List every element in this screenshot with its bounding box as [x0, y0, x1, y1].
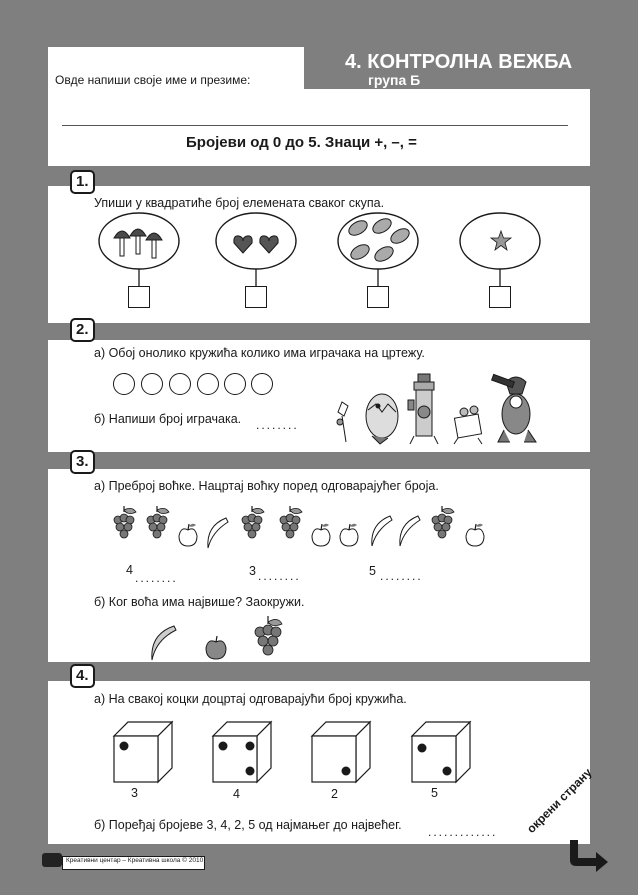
count-number-4: 4: [126, 563, 133, 577]
turn-page-arrow-icon[interactable]: [566, 838, 610, 872]
fruit-answer-dots[interactable]: ........: [258, 569, 301, 583]
task2-part-b: б) Напиши број играчака.: [94, 412, 242, 426]
name-prompt: Овде напиши своје име и презиме:: [55, 73, 251, 87]
footer-credit: Креативни центар – Креативна школа © 2010: [66, 857, 204, 864]
task1-instruction: Упиши у квадратиће број елемената сваког скупа.: [94, 196, 385, 210]
task1-number: 1.: [70, 170, 95, 194]
task3-number: 3.: [70, 450, 95, 474]
die-number-5: 5: [431, 786, 438, 800]
die-number-3: 3: [131, 786, 138, 800]
turn-page-label: окрени страну: [524, 765, 595, 836]
count-number-5: 5: [369, 564, 376, 578]
section-title: Бројеви од 0 до 5. Знаци +, –, =: [186, 134, 417, 151]
fruit-answer-dots[interactable]: ........: [135, 571, 178, 585]
footer-logo-icon: [42, 853, 62, 867]
task2-part-a: а) Обој онолико кружића колико има играчака на цртежу.: [94, 346, 425, 360]
fruit-answer-dots[interactable]: ........: [380, 569, 423, 583]
task4-answer-dots[interactable]: .............: [428, 825, 498, 839]
count-number-3: 3: [249, 564, 256, 578]
task2-number: 2.: [70, 318, 95, 342]
group-label: група Б: [368, 72, 421, 88]
task4-part-a: а) На свакој коцки доцртај одговарајући број кружића.: [94, 692, 407, 706]
task4-part-b: б) Поређај бројеве 3, 4, 2, 5 од најмањег до највећег.: [94, 818, 402, 832]
task2-answer-dots[interactable]: ........: [256, 418, 299, 432]
page-title: 4. КОНТРОЛНА ВЕЖБА: [345, 51, 573, 73]
task4-number: 4.: [70, 664, 95, 688]
die-number-2: 2: [331, 787, 338, 801]
die-number-4: 4: [233, 787, 240, 801]
task3-part-a: а) Преброј воћке. Нацртај воћку поред одговарајућег броја.: [94, 479, 439, 493]
task3-part-b: б) Ког воћа има највише? Заокружи.: [94, 595, 305, 609]
